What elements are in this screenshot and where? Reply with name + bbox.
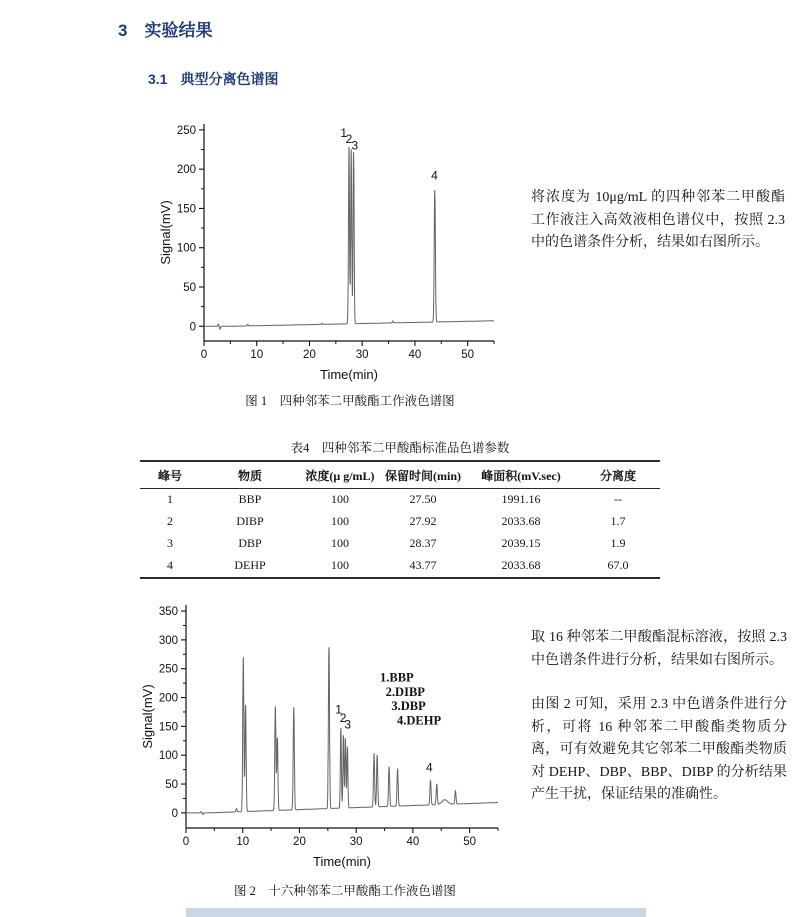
svg-text:Signal(mV): Signal(mV) — [140, 684, 155, 749]
subsection-title: 典型分离色谱图 — [180, 71, 279, 87]
table4-header-row — [140, 461, 660, 489]
svg-text:3: 3 — [344, 717, 352, 732]
section-title: 实验结果 — [144, 21, 213, 40]
svg-text:300: 300 — [158, 634, 178, 647]
svg-text:Time(min): Time(min) — [319, 367, 379, 382]
subsection-heading — [148, 69, 278, 89]
col-concentration: 浓度(μ g/mL) — [300, 461, 380, 489]
table-cell: DIBP — [236, 514, 264, 528]
svg-text:20: 20 — [303, 349, 316, 361]
table4-title: 表4 四种邻苯二甲酸酯标准品色谱参数 — [290, 441, 510, 455]
svg-text:50: 50 — [461, 349, 475, 361]
table-row — [140, 489, 660, 512]
figure2-paragraph-1: 取 16 种邻苯二甲酸酯混标溶液，按照 2.3 中色谱条件进行分析，结果如右图所示。 — [531, 630, 787, 668]
table-cell: 27.92 — [409, 514, 437, 528]
table-cell: 27.50 — [409, 492, 437, 506]
table-cell: 4 — [167, 558, 173, 572]
figure1-description: 将浓度为 10μg/mL 的四种邻苯二甲酸酯工作液注入高效液相色谱仪中，按照 2.3 中的色谱条件分析，结果如右图所示。 — [531, 190, 785, 250]
svg-text:100: 100 — [176, 242, 196, 255]
svg-text:350: 350 — [158, 606, 178, 619]
svg-text:20: 20 — [293, 836, 306, 848]
table-cell: 1 — [167, 492, 173, 506]
svg-text:2.DIBP: 2.DIBP — [385, 684, 425, 699]
table-cell: 43.77 — [409, 558, 437, 572]
svg-text:10: 10 — [236, 836, 250, 848]
svg-text:40: 40 — [408, 349, 422, 361]
figure2-description — [531, 627, 787, 829]
svg-text:50: 50 — [165, 779, 178, 792]
svg-text:3.DBP: 3.DBP — [391, 699, 426, 714]
svg-text:30: 30 — [349, 836, 363, 848]
svg-text:50: 50 — [463, 836, 477, 848]
table-cell: 1.9 — [610, 536, 626, 550]
figure2-caption: 图 2 十六种邻苯二甲酸酯工作液色谱图 — [234, 884, 456, 898]
svg-text:200: 200 — [158, 692, 178, 705]
table-cell: 3 — [167, 536, 173, 550]
svg-text:1: 1 — [340, 125, 348, 140]
col-retention-time: 保留时间(min) — [380, 461, 466, 489]
svg-text:10: 10 — [250, 349, 264, 361]
col-resolution: 分离度 — [576, 461, 660, 489]
table-cell: 100 — [331, 492, 349, 506]
table4-body — [140, 489, 660, 579]
svg-text:100: 100 — [158, 750, 178, 763]
table-cell: 2 — [167, 514, 173, 528]
svg-text:0: 0 — [171, 807, 178, 820]
table4 — [140, 460, 660, 579]
table-cell: 28.37 — [409, 536, 437, 550]
svg-text:150: 150 — [158, 721, 178, 734]
svg-text:200: 200 — [176, 164, 196, 177]
svg-text:Time(min): Time(min) — [312, 854, 372, 869]
table-cell: BBP — [238, 492, 262, 506]
col-substance: 物质 — [200, 461, 300, 489]
svg-text:4: 4 — [431, 168, 438, 183]
table-cell: 2039.15 — [501, 536, 541, 550]
svg-text:2: 2 — [345, 132, 353, 147]
svg-text:0: 0 — [200, 349, 208, 361]
next-table-partial-bar — [186, 908, 646, 917]
table-cell: 1.7 — [610, 514, 626, 528]
table-cell: 67.0 — [607, 558, 629, 572]
svg-text:150: 150 — [176, 203, 196, 216]
table-cell: -- — [614, 492, 622, 506]
svg-text:250: 250 — [158, 663, 178, 676]
svg-text:30: 30 — [355, 349, 369, 361]
svg-text:2: 2 — [339, 710, 347, 725]
svg-text:0: 0 — [189, 321, 196, 334]
svg-text:Signal(mV): Signal(mV) — [158, 200, 173, 265]
section-number: 3 — [118, 21, 128, 40]
table-cell: 2033.68 — [501, 558, 541, 572]
subsection-number: 3.1 — [148, 71, 168, 87]
table-row — [140, 533, 660, 555]
figure1-caption: 图 1 四种邻苯二甲酸酯工作液色谱图 — [245, 394, 455, 408]
svg-text:4: 4 — [426, 760, 433, 775]
col-peak-no: 峰号 — [140, 461, 200, 489]
svg-text:50: 50 — [183, 281, 196, 294]
table-cell: 100 — [331, 558, 349, 572]
svg-text:250: 250 — [176, 124, 196, 137]
svg-text:4.DEHP: 4.DEHP — [397, 713, 442, 728]
table-cell: 100 — [331, 536, 349, 550]
table-row — [140, 511, 660, 533]
table-cell: 2033.68 — [501, 514, 541, 528]
table-cell: 1991.16 — [501, 492, 541, 506]
col-peak-area: 峰面积(mV.sec) — [466, 461, 576, 489]
svg-text:1.BBP: 1.BBP — [380, 670, 414, 685]
table-cell: DBP — [238, 536, 262, 550]
table-cell: 100 — [331, 514, 349, 528]
table-cell: DEHP — [234, 558, 266, 572]
figure2-paragraph-2: 由图 2 可知，采用 2.3 中色谱条件进行分析，可将 16 种邻苯二甲酸酯类物质分离，可有效避免其它邻苯二甲酸酯类物质对 DEHP、DBP、BBP、DIBP 的分析结果产生干扰，保证结果的准确性。 — [531, 697, 787, 802]
svg-text:0: 0 — [182, 836, 190, 848]
figure2-chromatogram — [140, 593, 510, 872]
figure1-chromatogram — [158, 112, 506, 385]
svg-text:1: 1 — [335, 702, 342, 717]
svg-text:3: 3 — [351, 138, 359, 153]
table-row — [140, 555, 660, 578]
svg-text:40: 40 — [406, 836, 420, 848]
section-heading — [118, 16, 212, 41]
